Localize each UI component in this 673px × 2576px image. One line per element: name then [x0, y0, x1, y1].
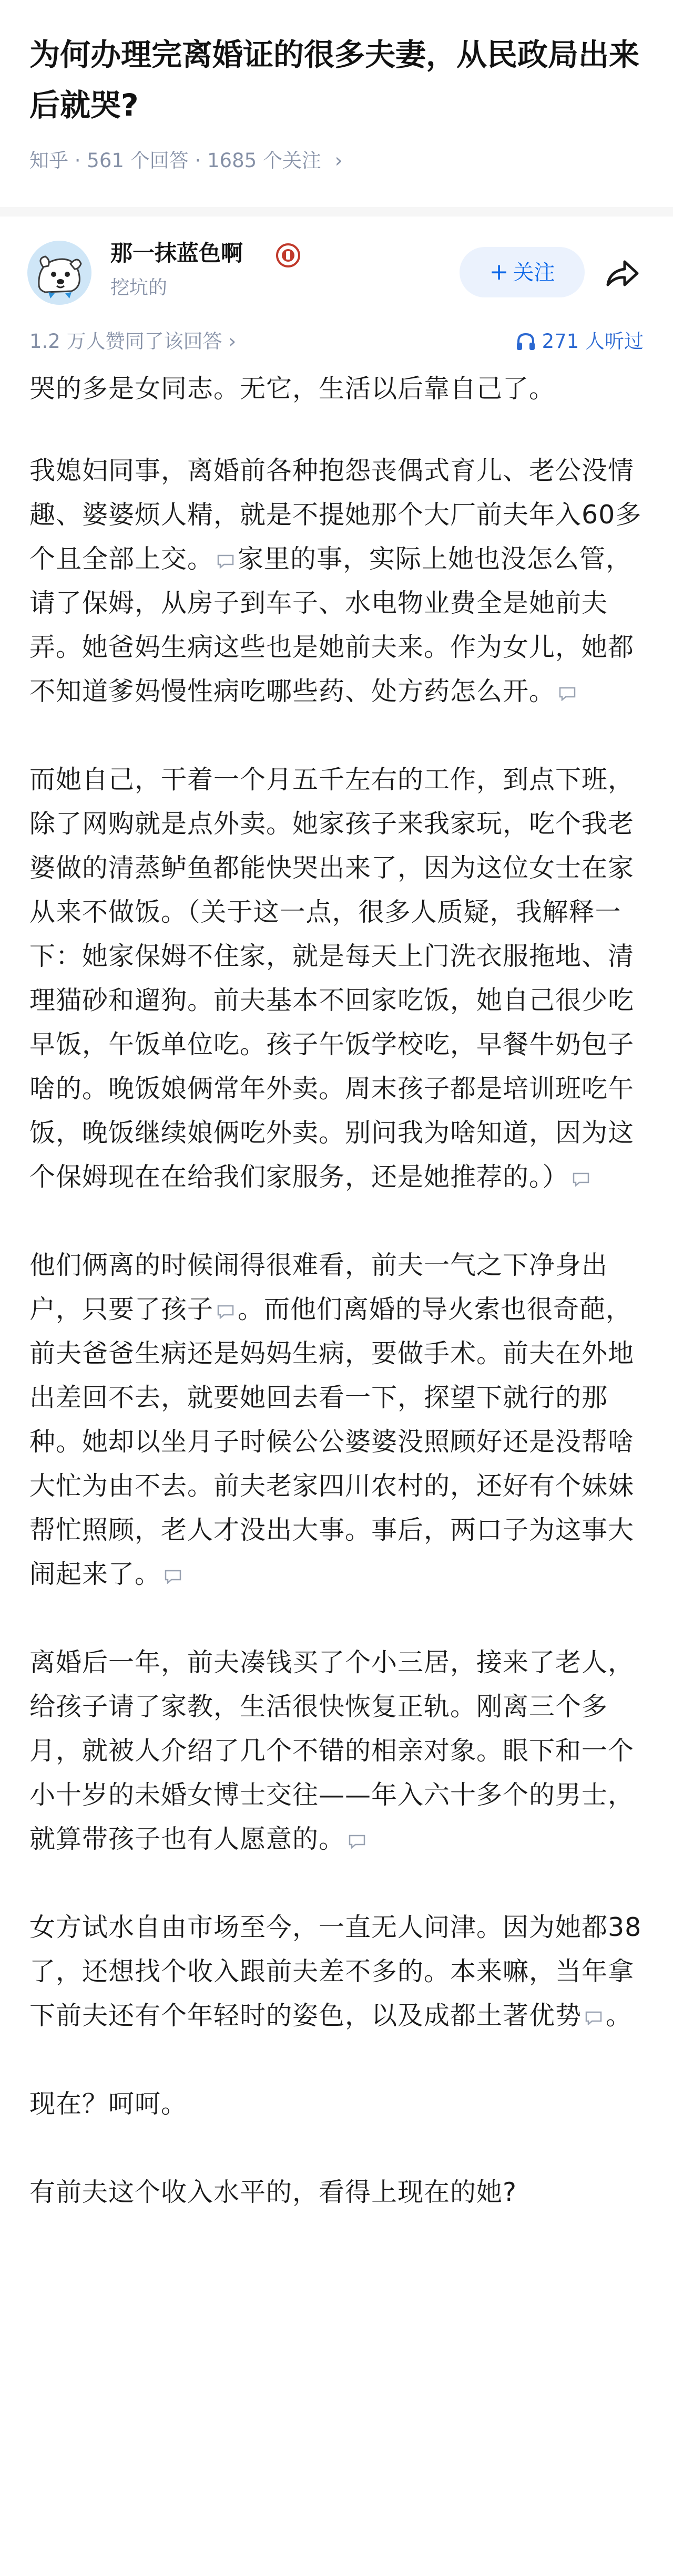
- answer-paragraph: 有前夫这个收入水平的，看得上现在的她?: [29, 2177, 517, 2207]
- source-label: 知乎: [29, 149, 68, 172]
- answer-count: 561 个回答: [87, 149, 189, 172]
- avatar[interactable]: [27, 241, 91, 305]
- question-meta[interactable]: [29, 145, 342, 177]
- answer-paragraph: 离婚后一年，前夫凑钱买了个小三居，接来了老人，给孩子请了家教，生活很快恢复正轨。刚离三个多月，就被人介绍了几个不错的相亲对象。眼下和一个小十岁的未婚女博士交往——年入六十多个的男士，就算带孩子也有人愿意的。: [29, 1647, 635, 1854]
- avatar-cartoon-icon: [27, 241, 91, 305]
- headphones-icon: [516, 332, 536, 351]
- question-title[interactable]: 为何办理完离婚证的很多夫妻，从民政局出来后就哭?: [29, 37, 640, 123]
- listen-count[interactable]: [516, 326, 644, 357]
- comment-bubble-icon[interactable]: [217, 1304, 234, 1319]
- section-divider: [0, 207, 673, 217]
- comment-bubble-icon[interactable]: [217, 554, 234, 569]
- comment-bubble-icon[interactable]: [558, 686, 576, 701]
- follow-label: 关注: [513, 261, 555, 285]
- answer-paragraph: 哭的多是女同志。无它，生活以后靠自己了。: [29, 374, 556, 404]
- share-arrow-icon[interactable]: [604, 254, 641, 292]
- answer-paragraph: 他们俩离的时候闹得很难看，前夫一气之下净身出户，只要了孩子 。而他们离婚的导火索也很奇葩，前夫爸爸生病还是妈妈生病，要做手术。前夫在外地出差回不去，就要她回去看一下，探望下就行的那种。她却以坐月子时候公公婆婆没照顾好还是没帮啥大忙为由不去。前夫老家四川农村的，还好有个妹妹帮忙照顾，老人才没出大事。事后，两口子为这事大闹起来了。: [29, 1250, 635, 1589]
- meta-separator: ·: [74, 149, 81, 172]
- follow-button[interactable]: [460, 247, 585, 297]
- chevron-right-icon: ›: [334, 149, 343, 172]
- answer-paragraph: 现在？呵呵。: [29, 2089, 188, 2119]
- answer-paragraph: 我媳妇同事，离婚前各种抱怨丧偶式育儿、老公没情趣、婆婆烦人精，就是不提她那个大厂前夫年入60多个且全部上交。 家里的事，实际上她也没怎么管，请了保姆，从房子到车子、水电物业费全是她前夫弄。她爸妈生病这些也是她前夫来。作为女儿，她都不知道爹妈慢性病吃哪些药、处方药怎么开。: [29, 456, 642, 706]
- creator-badge-icon: [276, 243, 301, 268]
- chevron-right-icon: ›: [228, 330, 237, 353]
- comment-bubble-icon[interactable]: [164, 1569, 182, 1584]
- upvote-count: 1.2 万人赞同了该回答: [29, 330, 222, 353]
- follow-count: 1685 个关注: [207, 149, 321, 172]
- author-subtitle: 挖坑的: [110, 277, 168, 298]
- comment-bubble-icon[interactable]: [572, 1172, 590, 1187]
- answer-paragraph: 女方试水自由市场至今，一直无人问津。因为她都38了，还想找个收入跟前夫差不多的。本来嘛，当年拿下前夫还有个年轻时的姿色，以及成都土著优势 。: [29, 1912, 642, 2031]
- answer-body: [29, 367, 646, 2259]
- upvote-stats[interactable]: [29, 326, 236, 357]
- author-name[interactable]: 那一抹蓝色啊: [110, 240, 243, 266]
- comment-bubble-icon[interactable]: [348, 1834, 366, 1849]
- answer-paragraph: 而她自己，干着一个月五千左右的工作，到点下班，除了网购就是点外卖。她家孩子来我家玩，吃个我老婆做的清蒸鲈鱼都能快哭出来了，因为这位女士在家从来不做饭。（关于这一点，很多人质疑，我解释一下：她家保姆不住家，就是每天上门洗衣服拖地、清理猫砂和遛狗。前夫基本不回家吃饭，她自己很少吃早饭，午饭单位吃。孩子午饭学校吃，早餐牛奶包子啥的。晚饭娘俩常年外卖。周末孩子都是培训班吃午饭，晚饭继续娘俩吃外卖。别问我为啥知道，因为这个保姆现在在给我们家服务，还是她推荐的。）: [29, 765, 635, 1192]
- plus-icon: +: [489, 259, 509, 285]
- comment-bubble-icon[interactable]: [585, 2011, 603, 2025]
- listen-label: 271 人听过: [542, 330, 644, 353]
- meta-separator: ·: [195, 149, 201, 172]
